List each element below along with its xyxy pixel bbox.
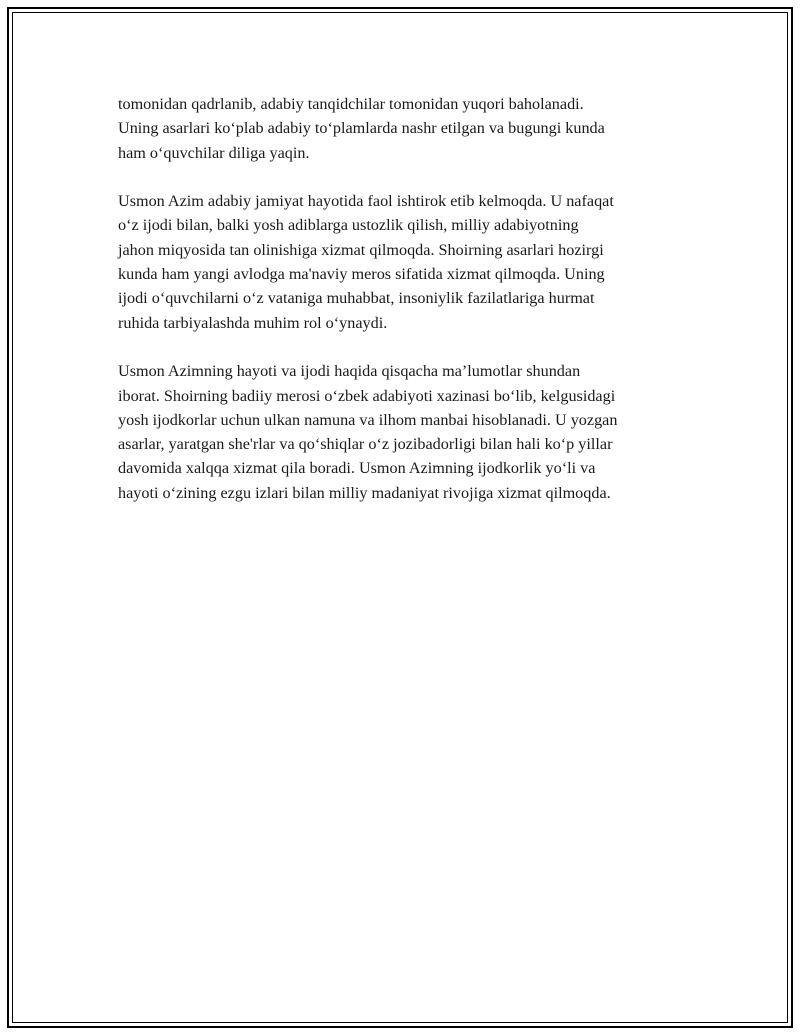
text-line: hayoti o‘zining ezgu izlari bilan milliy madaniyat rivojiga xizmat qilmoqda.	[118, 483, 611, 502]
text-line: davomida xalqqa xizmat qila boradi. Usmon Azimning ijodkorlik yo‘li va	[118, 459, 596, 478]
text-line: ruhida tarbiyalashda muhim rol o‘ynaydi.	[118, 313, 388, 332]
text-line: kunda ham yangi avlodga ma'naviy meros sifatida xizmat qilmoqda. Uning	[118, 265, 605, 284]
paragraph-3	[118, 359, 690, 505]
paragraph-1	[118, 92, 690, 165]
text-line: asarlar, yaratgan she'rlar va qo‘shiqlar o‘z jozibadorligi bilan hali ko‘p yillar	[118, 435, 613, 454]
text-line: Uning asarlari ko‘plab adabiy to‘plamlarda nashr etilgan va bugungi kunda	[118, 119, 605, 138]
text-line: ijodi o‘quvchilarni o‘z vataniga muhabbat, insoniylik fazilatlariga hurmat	[118, 289, 595, 308]
paragraph-2	[118, 189, 690, 335]
text-line: jahon miqyosida tan olinishiga xizmat qilmoqda. Shoirning asarlari hozirgi	[118, 240, 604, 259]
text-line: tomonidan qadrlanib, adabiy tanqidchilar tomonidan yuqori baholanadi.	[118, 95, 584, 113]
text-line: yosh ijodkorlar uchun ulkan namuna va ilhom manbai hisoblanadi. U yozgan	[118, 410, 618, 429]
text-line: Usmon Azimning hayoti va ijodi haqida qisqacha ma’lumotlar shundan	[118, 362, 581, 381]
document-body	[118, 92, 690, 529]
text-line: iborat. Shoirning badiiy merosi o‘zbek adabiyoti xazinasi bo‘lib, kelgusidagi	[118, 386, 616, 405]
text-line: o‘z ijodi bilan, balki yosh adiblarga ustozlik qilish, milliy adabiyotning	[118, 216, 579, 235]
text-line: Usmon Azim adabiy jamiyat hayotida faol ishtirok etib kelmoqda. U nafaqat	[118, 192, 614, 211]
text-line: ham o‘quvchilar diliga yaqin.	[118, 143, 310, 162]
